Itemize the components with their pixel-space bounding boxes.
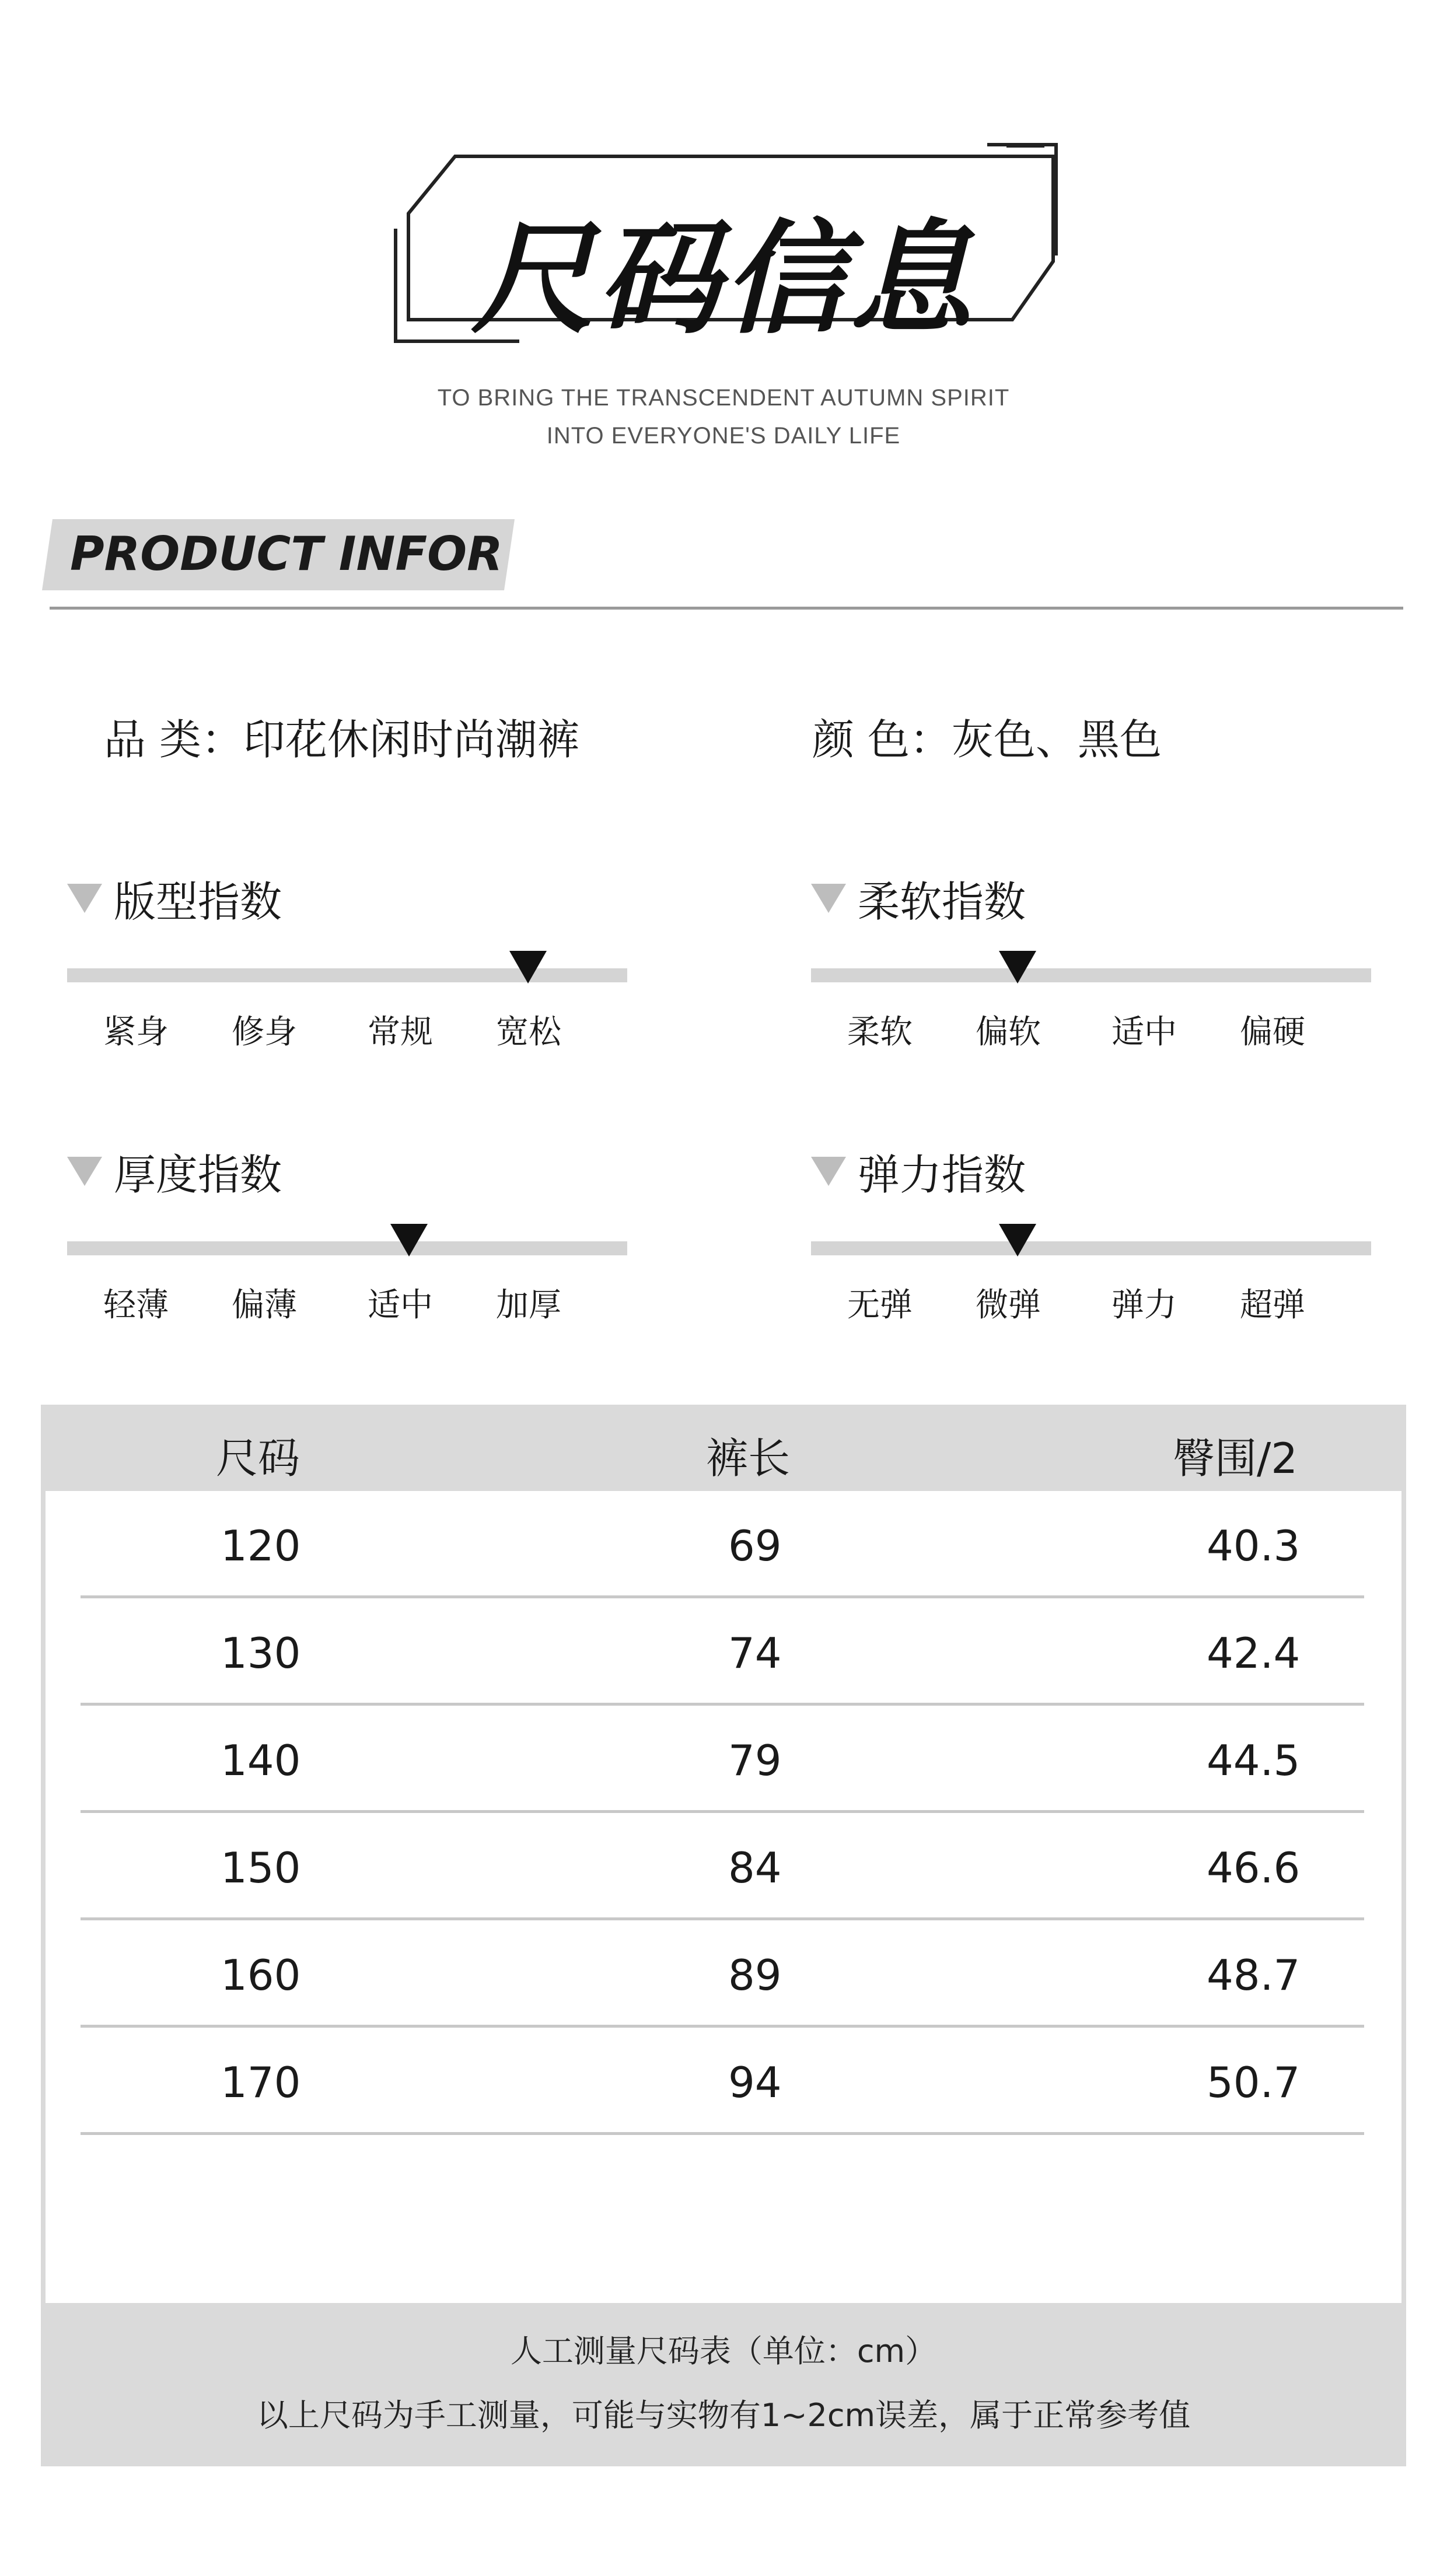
- section-divider: [50, 607, 1403, 610]
- index-option: 弹力: [1112, 1286, 1177, 1324]
- cell-length: 74: [728, 1629, 782, 1678]
- header-length: 裤长: [706, 1434, 791, 1483]
- color-info: 颜 色：灰色、黑色: [812, 715, 1162, 764]
- index-title: 柔软指数: [858, 877, 1026, 926]
- measurement-notes: [41, 2303, 1406, 2466]
- cell-length: 94: [728, 2058, 782, 2107]
- product-infor-label: PRODUCT INFOR: [70, 527, 503, 581]
- table-row: [81, 1706, 1364, 1813]
- note-unit: 人工测量尺码表（单位：cm）: [510, 2333, 937, 2370]
- index-title: 弹力指数: [858, 1150, 1026, 1199]
- cell-size: 150: [221, 1843, 301, 1892]
- softness-index: [811, 869, 1371, 1051]
- table-row: [81, 1813, 1364, 1920]
- cell-hip: 44.5: [1207, 1736, 1301, 1785]
- tagline-line-1: TO BRING THE TRANSCENDENT AUTUMN SPIRIT: [437, 385, 1010, 411]
- fit-index: [67, 869, 627, 1051]
- cell-length: 69: [728, 1521, 782, 1570]
- index-option: 偏薄: [232, 1286, 297, 1324]
- index-option: 紧身: [103, 1013, 169, 1051]
- index-title: 厚度指数: [114, 1150, 282, 1199]
- index-pointer-icon: [999, 1224, 1036, 1256]
- cell-hip: 42.4: [1207, 1629, 1301, 1678]
- index-option: 宽松: [496, 1013, 561, 1051]
- table-row: [81, 1598, 1364, 1706]
- table-header: [41, 1405, 1406, 1491]
- index-track: [811, 968, 1371, 982]
- index-option: 加厚: [496, 1286, 561, 1324]
- cell-size: 120: [221, 1521, 301, 1570]
- cell-length: 89: [728, 1951, 782, 2000]
- index-title: 版型指数: [114, 877, 282, 926]
- tagline-line-2: INTO EVERYONE'S DAILY LIFE: [546, 423, 901, 449]
- cell-size: 130: [221, 1629, 301, 1678]
- index-track: [811, 1241, 1371, 1255]
- index-option: 超弹: [1240, 1286, 1305, 1324]
- cell-hip: 40.3: [1207, 1521, 1301, 1570]
- index-option: 偏硬: [1240, 1013, 1305, 1051]
- index-option: 常规: [368, 1013, 433, 1051]
- cell-hip: 46.6: [1207, 1843, 1301, 1892]
- thickness-index: [67, 1142, 627, 1324]
- table-row: [81, 1920, 1364, 2028]
- index-option: 无弹: [847, 1286, 913, 1324]
- header-size: 尺码: [216, 1434, 300, 1483]
- category-info: 品 类：印花休闲时尚潮裤: [104, 715, 579, 764]
- page-title: 尺码信息: [471, 208, 976, 351]
- note-error: 以上尺码为手工测量，可能与实物有1~2cm误差，属于正常参考值: [256, 2397, 1191, 2434]
- index-pointer-icon: [999, 951, 1036, 984]
- cell-length: 79: [728, 1736, 782, 1785]
- index-option: 适中: [368, 1286, 433, 1324]
- triangle-marker-icon: [811, 1157, 846, 1186]
- index-option: 柔软: [847, 1013, 913, 1051]
- triangle-marker-icon: [67, 884, 102, 913]
- index-pointer-icon: [390, 1224, 428, 1256]
- cell-size: 170: [221, 2058, 301, 2107]
- cell-length: 84: [728, 1843, 782, 1892]
- cell-hip: 50.7: [1207, 2058, 1301, 2107]
- cell-size: 140: [221, 1736, 301, 1785]
- index-option: 偏软: [976, 1013, 1041, 1051]
- index-pointer-icon: [509, 951, 547, 984]
- table-row: [81, 1491, 1364, 1598]
- index-option: 微弹: [976, 1286, 1041, 1324]
- cell-hip: 48.7: [1207, 1951, 1301, 2000]
- triangle-marker-icon: [811, 884, 846, 913]
- cell-size: 160: [221, 1951, 301, 2000]
- index-option: 轻薄: [103, 1286, 169, 1324]
- index-option: 适中: [1112, 1013, 1177, 1051]
- index-option: 修身: [232, 1013, 297, 1051]
- elasticity-index: [811, 1142, 1371, 1324]
- index-track: [67, 1241, 627, 1255]
- header-hip: 臀围/2: [1173, 1434, 1298, 1483]
- triangle-marker-icon: [67, 1157, 102, 1186]
- table-row: [81, 2028, 1364, 2135]
